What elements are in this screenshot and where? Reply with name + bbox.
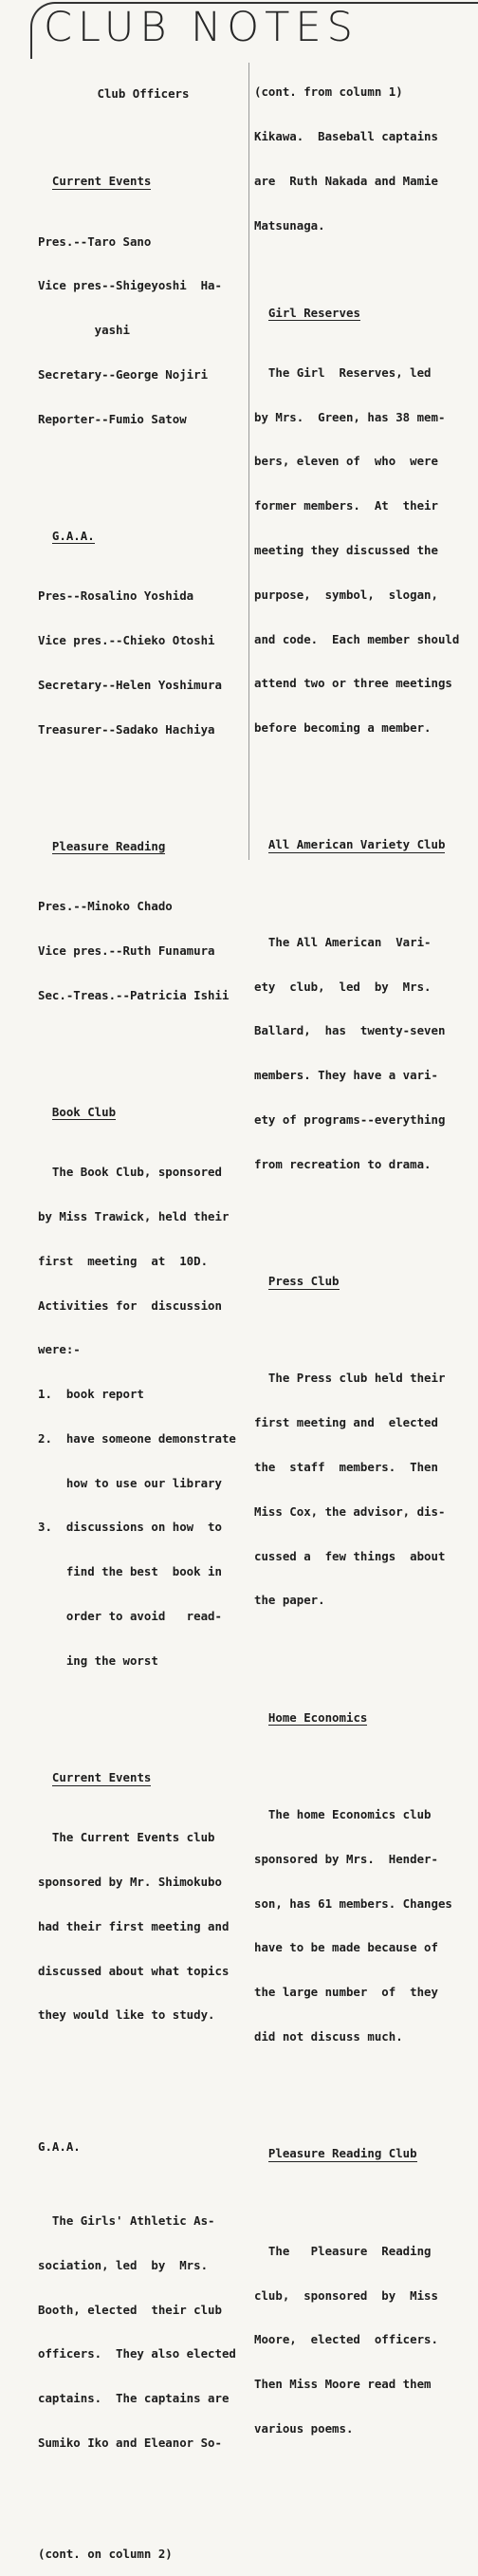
text-line: the large number of they (254, 1985, 438, 2000)
text-line: 1. book report (38, 1387, 144, 1402)
text-line: The Girl Reserves, led (254, 364, 432, 380)
text-line: 3. discussions on how to (38, 1520, 222, 1535)
section-body (38, 204, 248, 456)
text-line: first meeting at 10D. (38, 1253, 209, 1268)
text-line: 2. have someone demonstrate (38, 1430, 236, 1446)
section-title: Press Club (267, 1273, 340, 1288)
text-line: The Press club held their (254, 1371, 446, 1386)
text-line: members. They have a vari- (254, 1068, 438, 1083)
text-line: club, sponsored by Miss (254, 2287, 438, 2303)
text-line: they would like to study. (38, 2007, 215, 2023)
text-line: how to use our library (38, 1475, 222, 1490)
column-1 (38, 57, 248, 2576)
text-line: Sumiko Iko and Eleanor So- (38, 2436, 222, 2451)
section-body (38, 1801, 248, 2052)
text-line: The Pleasure Reading (254, 2243, 432, 2258)
text-line: Secretary--Helen Yoshimura (38, 677, 222, 692)
text-line: had their first meeting and (38, 1918, 230, 1933)
section-title: G.A.A. (38, 2139, 81, 2155)
section-title: G.A.A. (51, 528, 95, 543)
text-line: meeting they discussed the (254, 543, 438, 557)
text-line: cussed a few things about (254, 1548, 446, 1563)
continued-from-note: (cont. from column 1) (254, 84, 403, 100)
section-body (254, 1778, 467, 2074)
text-line: Vice pres--Shigeyoshi Ha- (38, 278, 222, 293)
section-body (254, 1341, 467, 1637)
text-line: yashi (38, 323, 130, 338)
section-title: Girl Reserves (267, 305, 360, 320)
text-line: The Current Events club (38, 1830, 215, 1845)
text-line: former members. At their (254, 498, 438, 513)
text-line: son, has 61 members. Changes (254, 1895, 452, 1911)
text-line: Treasurer--Sadako Hachiya (38, 721, 215, 737)
text-line: The home Economics club (254, 1807, 432, 1822)
club-officers-heading: Club Officers (97, 86, 190, 102)
section-title: All American Variety Club (267, 837, 446, 852)
text-line: discussed about what topics (38, 1963, 230, 1978)
text-line: before becoming a member. (254, 720, 432, 736)
continued-note: (cont. on column 2) (38, 2547, 173, 2562)
text-line: sociation, led by Mrs. (38, 2257, 209, 2272)
section-body (38, 559, 248, 766)
section-body (38, 1135, 248, 1698)
text-line: Ballard, has twenty-seven (254, 1023, 446, 1038)
text-line: purpose, symbol, slogan, (254, 587, 438, 602)
text-line: captains. The captains are (38, 2391, 230, 2406)
text-line: The All American Vari- (254, 934, 432, 949)
text-line: Pres--Rosalino Yoshida (38, 588, 194, 604)
text-line: by Mrs. Green, has 38 mem- (254, 409, 446, 424)
text-line: first meeting and elected (254, 1415, 438, 1430)
text-line: Moore, elected officers. (254, 2332, 438, 2347)
adjacent-column-fragment (467, 57, 474, 860)
text-line: from recreation to drama. (254, 1156, 432, 1171)
text-line: Pres.--Minoko Chado (38, 899, 173, 914)
text-line: The Book Club, sponsored (38, 1165, 222, 1180)
text-line: and code. Each member should (254, 631, 460, 646)
section-body (254, 2214, 467, 2466)
text-line: Booth, elected their club (38, 2302, 222, 2317)
text-line: sponsored by Mr. Shimokubo (38, 1875, 222, 1890)
section-title: Pleasure Reading (51, 838, 166, 853)
text-line: sponsored by Mrs. Hender- (254, 1851, 438, 1866)
text-line: Vice pres.--Chieko Otoshi (38, 632, 215, 647)
text-line: have to be made because of (254, 1940, 438, 1955)
section-body (38, 869, 248, 1033)
text-line: Pres.--Taro Sano (38, 233, 152, 249)
text-line: were:- (38, 1342, 81, 1357)
text-line: Matsunaga. (254, 217, 325, 233)
text-line: Sec.-Treas.--Patricia Ishii (38, 987, 230, 1002)
text-line: Miss Cox, the advisor, dis- (254, 1503, 446, 1519)
text-line: ing the worst (38, 1652, 158, 1668)
text-line: Reporter--Fumio Satow (38, 411, 187, 426)
section-title: Current Events (51, 174, 152, 189)
text-line: Activities for discussion (38, 1297, 222, 1313)
text-line: The Girls' Athletic As- (38, 2213, 215, 2229)
text-line: Then Miss Moore read them (254, 2377, 432, 2392)
text-line: the staff members. Then (254, 1460, 438, 1475)
text-line: ety of programs--everything (254, 1111, 446, 1127)
text-line: officers. They also elected (38, 2346, 236, 2361)
text-line: are Ruth Nakada and Mamie (254, 173, 438, 188)
text-line: Vice pres.--Ruth Funamura (38, 943, 215, 958)
section-title: Current Events (51, 1769, 152, 1784)
column-2 (254, 55, 467, 2480)
text-line: by Miss Trawick, held their (38, 1208, 230, 1223)
text-line: order to avoid read- (38, 1608, 222, 1623)
column-divider (248, 63, 249, 860)
text-line: attend two or three meetings (254, 676, 452, 691)
text-line: bers, eleven of who were (254, 454, 438, 469)
text-line: Secretary--George Nojiri (38, 366, 209, 382)
section-body (38, 2184, 248, 2480)
section-title: Pleasure Reading Club (267, 2146, 417, 2161)
text-line: find the best book in (38, 1564, 222, 1579)
text-line: did not discuss much. (254, 2029, 403, 2044)
text-line: various poems. (254, 2420, 354, 2436)
section-body (254, 905, 467, 1202)
masthead-title: CLUB NOTES (44, 4, 358, 51)
masthead (0, 0, 474, 53)
text-line: Kikawa. Baseball captains (254, 128, 438, 143)
text-line: ety club, led by Mrs. (254, 979, 432, 994)
section-body (254, 336, 467, 765)
text-line: the paper. (254, 1593, 325, 1608)
section-title: Home Economics (267, 1709, 368, 1725)
section-title: Book Club (51, 1104, 117, 1119)
